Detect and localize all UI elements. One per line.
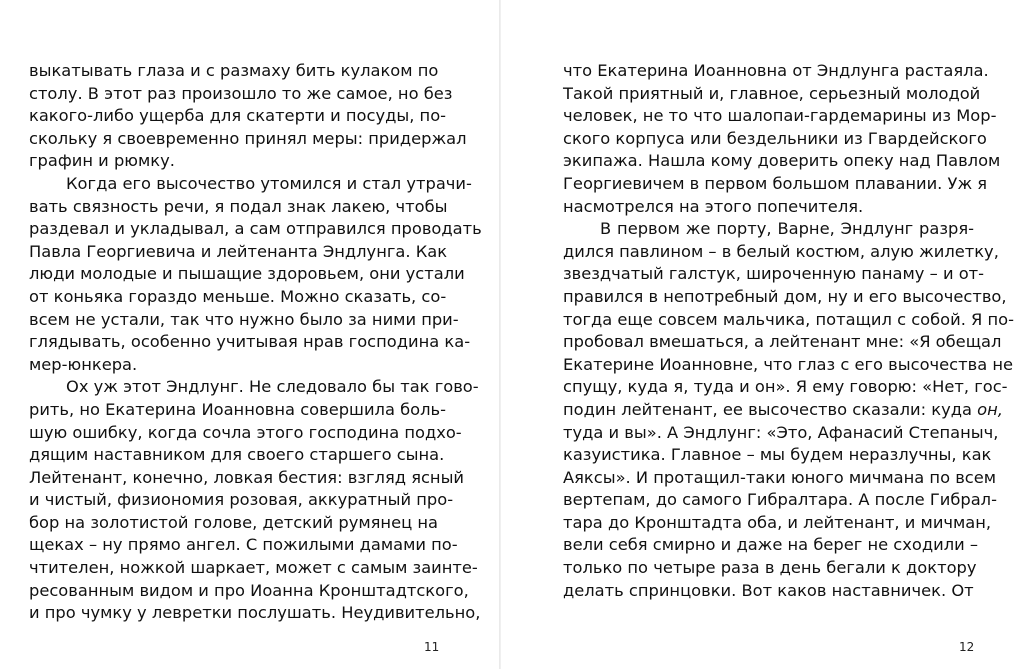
text-line: Екатерине Иоанновне, что глаз с его высочества не [563, 354, 1014, 374]
text-line: В первом же порту, Варне, Эндлунг разря- [600, 219, 974, 239]
text-line: делать спринцовки. Вот каков наставничек. От [563, 580, 974, 600]
text-line: ресованным видом и про Иоанна Кронштадтского, [29, 580, 469, 600]
text-line: звездчатый галстук, широченную панаму – и от- [563, 264, 985, 284]
text-line: глядывать, особенно учитывая нрав господина ка- [29, 332, 471, 352]
text-line: люди молодые и пышащие здоровьем, они устали [29, 264, 465, 284]
text-line: бор на золотистой голове, детский румянец на [29, 512, 438, 532]
left-page-number: 11 [424, 640, 440, 654]
text-line: мер-юнкера. [29, 354, 138, 374]
text-line: столу. В этот раз произошло то же самое, но без [29, 83, 453, 103]
text-line: чтителен, ножкой шаркает, может с самым заинте- [29, 558, 478, 578]
text-line: раздевал и укладывал, а сам отправился проводать [29, 219, 482, 239]
text-line: графин и рюмку. [29, 151, 175, 171]
text-line: какого-либо ущерба для скатерти и посуды, по- [29, 106, 447, 126]
text-line: скольку я своевременно принял меры: придержал [29, 128, 467, 148]
text-line: насмотрелся на этого попечителя. [563, 196, 864, 216]
text-line: рить, но Екатерина Иоанновна совершила боль- [29, 399, 446, 419]
text-line: Павла Георгиевича и лейтенанта Эндлунга. Как [29, 241, 448, 261]
text-line: туда и вы». А Эндлунг: «Это, Афанасий Степаныч, [563, 422, 999, 442]
text-line: дящим наставником для своего старшего сына. [29, 445, 445, 465]
text-line: что Екатерина Иоанновна от Эндлунга растаяла. [563, 61, 989, 80]
text-line: экипажа. Нашла кому доверить опеку над Павлом [563, 151, 1001, 171]
text-line: ского корпуса или бездельники из Гвардейского [563, 128, 987, 148]
text-line: вели себя смирно и даже на берег не сходили – [563, 535, 978, 555]
italic-word: он, [977, 399, 1003, 419]
text-line: щеках – ну прямо ангел. С пожилыми дамами по- [29, 535, 458, 555]
text-line: Георгиевичем в первом большом плавании. Уж я [563, 173, 988, 193]
text-line: тара до Кронштадта оба, и лейтенант, и мичман, [563, 512, 992, 532]
text-line: правился в непотребный дом, ну и его высочество, [563, 286, 1007, 306]
text-line: и про чумку у левретки послушать. Неудивительно, [29, 603, 481, 623]
text-line: человек, не то что шалопаи-гардемарины из Мор- [563, 106, 997, 126]
text-line: Аяксы». И протащил-таки юного мичмана по всем [563, 467, 997, 487]
text-line: казуистика. Главное – мы будем неразлучны, как [563, 445, 992, 465]
text-line: только по четыре раза в день бегали к доктору [563, 558, 977, 578]
text-line: Ох уж этот Эндлунг. Не следовало бы так гово- [66, 377, 479, 397]
text-line: дился павлином – в белый костюм, алую жилетку, [563, 241, 999, 261]
text-line: и чистый, физиономия розовая, аккуратный про- [29, 490, 454, 510]
text-line: шую ошибку, когда сочла этого господина подхо- [29, 422, 462, 442]
text-line: спущу, куда я, туда и он». Я ему говорю: «Нет, гос- [563, 377, 1008, 397]
right-page-text [563, 60, 1014, 602]
text-line: вертепам, до самого Гибралтара. А после Гибрал- [563, 490, 997, 510]
text-line: Когда его высочество утомился и стал утрачи- [66, 173, 472, 193]
left-page-text [29, 60, 482, 625]
text-line: Лейтенант, конечно, ловкая бестия: взгляд ясный [29, 467, 465, 487]
text-line: от коньяка гораздо меньше. Можно сказать, со- [29, 286, 447, 306]
text-line: пробовал вмешаться, а лейтенант мне: «Я обещал [563, 332, 1002, 352]
left-page [0, 0, 499, 669]
text-line: тогда еще совсем мальчика, потащил с собой. Я по- [563, 309, 1014, 329]
text-line: выкатывать глаза и с размаху бить кулаком по [29, 61, 439, 80]
text-line: вать связность речи, я подал знак лакею, чтобы [29, 196, 448, 216]
right-page-number: 12 [959, 640, 975, 654]
text-line: Такой приятный и, главное, серьезный молодой [563, 83, 981, 103]
text-line: подин лейтенант, ее высочество сказали: куда он, [563, 399, 1003, 419]
right-page [501, 0, 1014, 669]
text-line: всем не устали, так что нужно было за ними при- [29, 309, 459, 329]
